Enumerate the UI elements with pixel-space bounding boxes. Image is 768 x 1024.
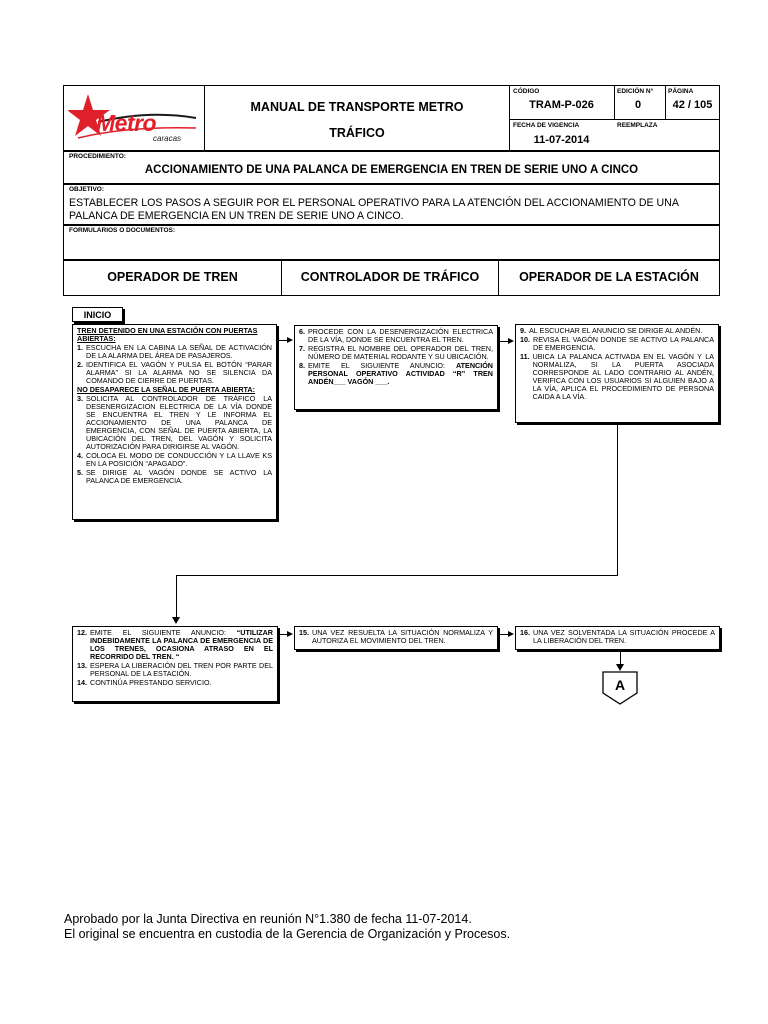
step-box-3 <box>515 324 719 423</box>
announcement-text: “UTILIZAR INDEBIDAMENTE LA PALANCA DE EMERGENCIA DE LOS TRENES, OCASIONA ATRASO EN EL RECORRIDO DEL TREN. “ <box>90 628 273 661</box>
manual-title: MANUAL DE TRANSPORTE METRO <box>250 100 464 114</box>
step-text: PROCEDE CON LA DESENERGIZACIÓN ELECTRICA DE LA VÍA, DONDE SE ENCUENTRA EL TREN. <box>308 327 493 344</box>
step-number: 6. <box>299 327 305 336</box>
arrow-right-icon <box>508 631 514 637</box>
reemplaza-label: REEMPLAZA <box>617 122 658 129</box>
step-text: IDENTIFICA EL VAGÓN Y PULSA EL BOTÓN “PARAR ALARMA” SI LA ALARMA NO SE SILENCIA DA COMANDO DE CIERRE DE PUERTAS. <box>86 360 272 385</box>
step-number: 10. <box>520 335 530 344</box>
codigo-label: CÓDIGO <box>513 88 540 95</box>
step-number: 7. <box>299 344 305 353</box>
step-number: 16. <box>520 628 530 637</box>
fecha-vigencia-value: 11-07-2014 <box>533 134 590 146</box>
column-title-3: OPERADOR DE LA ESTACIÓN <box>519 270 699 284</box>
procedimiento-label: PROCEDIMIENTO: <box>69 153 126 160</box>
connector-3-down <box>617 425 618 575</box>
arrow-right-icon <box>287 631 293 637</box>
manual-subtitle: TRÁFICO <box>329 126 385 140</box>
step-number: 4. <box>77 451 83 460</box>
step-text: ESCUCHA EN LA CABINA LA SEÑAL DE ACTIVACIÓN DE LA ALARMA DEL ÁREA DE PASAJEROS. <box>86 343 272 360</box>
step-box-5 <box>294 626 498 650</box>
inicio-terminal <box>72 307 123 322</box>
inicio-label: INICIO <box>83 310 112 320</box>
step-text: REVISA EL VAGÓN DONDE SE ACTIVO LA PALANCA DE EMERGENCIA. <box>533 335 714 352</box>
step-number: 1. <box>77 343 83 352</box>
step-text: SOLICITA AL CONTROLADOR DE TRÁFICO LA DESENERGIZACION ELECTRICA DE LA VÍA DONDE SE ENCUENTRA EL TREN Y LE INFORMA EL ACCIONAMIENTO DE UNA PALANCA DE EMERGENCIA, CON SEÑAL DE PUERTA ABIERTA, LA UBICACIÓN DEL TREN, DEL VAGÓN Y SOLICITA AUTORIZACIÓN PARA DIRIGIRSE AL VAGÓN. <box>86 394 272 451</box>
step-number: 11. <box>520 352 530 361</box>
step-text: SE DIRIGE AL VAGÓN DONDE SE ACTIVO LA PALANCA DE EMERGENCIA. <box>86 468 272 485</box>
step-number: 15. <box>299 628 309 637</box>
connector-3-to-4 <box>176 575 177 618</box>
step-number: 8. <box>299 361 305 370</box>
column-title-2: CONTROLADOR DE TRÁFICO <box>300 270 480 284</box>
objetivo-label: OBJETIVO: <box>69 186 105 193</box>
step-number: 9. <box>520 326 526 335</box>
step-text: ESPERA LA LIBERACIÓN DEL TREN POR PARTE DEL PERSONAL DE LA ESTACIÓN. <box>90 661 273 678</box>
step-text: UBICA LA PALANCA ACTIVADA EN EL VAGÓN Y LA NORMALIZA, SI LA PUERTA ASOCIADA CORRESPONDE AL LADO CONTRARIO AL ANDÉN, VERIFICA CON LOS USUARIOS SI ALGUIEN BAJO A LA VÍA, APLICA EL PROCEDIMIENTO DE PERSONA CAIDA A LA VÍA. <box>532 352 714 401</box>
pagina-value: 42 / 105 <box>672 99 713 111</box>
custody-note: El original se encuentra en custodia de la Gerencia de Organización y Procesos. <box>64 927 511 941</box>
step-text: REGISTRA EL NOMBRE DEL OPERADOR DEL TREN, NÚMERO DE MATERIAL RODANTE Y SU UBICACIÓN. <box>308 344 493 361</box>
step-text: CONTINÚA PRESTANDO SERVICIO. <box>90 678 212 687</box>
fecha-vigencia-label: FECHA DE VIGENCIA <box>513 122 580 129</box>
box1-heading-1: TREN DETENIDO EN UNA ESTACIÓN CON PUERTAS ABIERTAS: <box>77 326 258 343</box>
column-title-1: OPERADOR DE TREN <box>107 270 238 284</box>
step-box-1 <box>72 324 277 520</box>
step-number: 5. <box>77 468 83 477</box>
step-text: EMITE EL SIGUIENTE ANUNCIO: <box>308 361 456 370</box>
step-number: 14. <box>77 678 87 687</box>
step-text: AL ESCUCHAR EL ANUNCIO SE DIRIGE AL ANDÉN. <box>529 326 703 335</box>
step-text: COLOCA EL MODO DE CONDUCCIÓN Y LA LLAVE KS EN LA POSICIÓN “APAGADO”. <box>86 451 272 468</box>
logo-subtext: caracas <box>153 134 182 143</box>
arrow-down-icon <box>172 617 180 624</box>
step-box-6 <box>515 626 720 650</box>
procedimiento-value: ACCIONAMIENTO DE UNA PALANCA DE EMERGENCIA EN TREN DE SERIE UNO A CINCO <box>144 164 639 176</box>
step-text: UNA VEZ RESUELTA LA SITUACIÓN NORMALIZA Y AUTORIZA EL MOVIMIENTO DEL TREN. <box>312 628 493 645</box>
step-text: UNA VEZ SOLVENTADA LA SITUACIÓN PROCEDE A LA LIBERACIÓN DEL TREN. <box>533 628 715 645</box>
codigo-value: TRAM-P-026 <box>529 99 594 111</box>
edicion-value: 0 <box>634 99 642 111</box>
step-number: 13. <box>77 661 87 670</box>
formularios-label: FORMULARIOS O DOCUMENTOS: <box>69 227 176 234</box>
announcement-text: ATENCIÓN PERSONAL OPERATIVO ACTIVIDAD “R” TREN ANDÉN___ VAGÓN ___. <box>308 361 493 386</box>
step-box-2 <box>294 325 498 410</box>
arrow-right-icon <box>287 337 293 343</box>
arrow-right-icon <box>508 338 514 344</box>
edicion-label: EDICIÓN N° <box>617 88 654 95</box>
objetivo-value: ESTABLECER LOS PASOS A SEGUIR POR EL PERSONAL OPERATIVO PARA LA ATENCIÓN DEL ACCIONAMIENTO DE UNA PALANCA DE EMERGENCIA EN UN TREN DE SERIE UNO A CINCO. <box>69 197 679 222</box>
offpage-connector-label: A <box>614 677 626 693</box>
logo-word: Metro <box>96 110 157 136</box>
step-number: 2. <box>77 360 83 369</box>
step-box-4 <box>72 626 278 702</box>
arrow-down-icon <box>616 664 624 671</box>
connector-3-across <box>176 575 618 576</box>
step-number: 12. <box>77 628 87 637</box>
pagina-label: PÁGINA <box>668 88 694 95</box>
box1-heading-2: NO DESAPARECE LA SEÑAL DE PUERTA ABIERTA: <box>77 385 255 394</box>
step-text: EMITE EL SIGUIENTE ANUNCIO: <box>90 628 237 637</box>
approval-note: Aprobado por la Junta Directiva en reunión N°1.380 de fecha 11-07-2014. <box>64 912 472 926</box>
step-number: 3. <box>77 394 83 403</box>
